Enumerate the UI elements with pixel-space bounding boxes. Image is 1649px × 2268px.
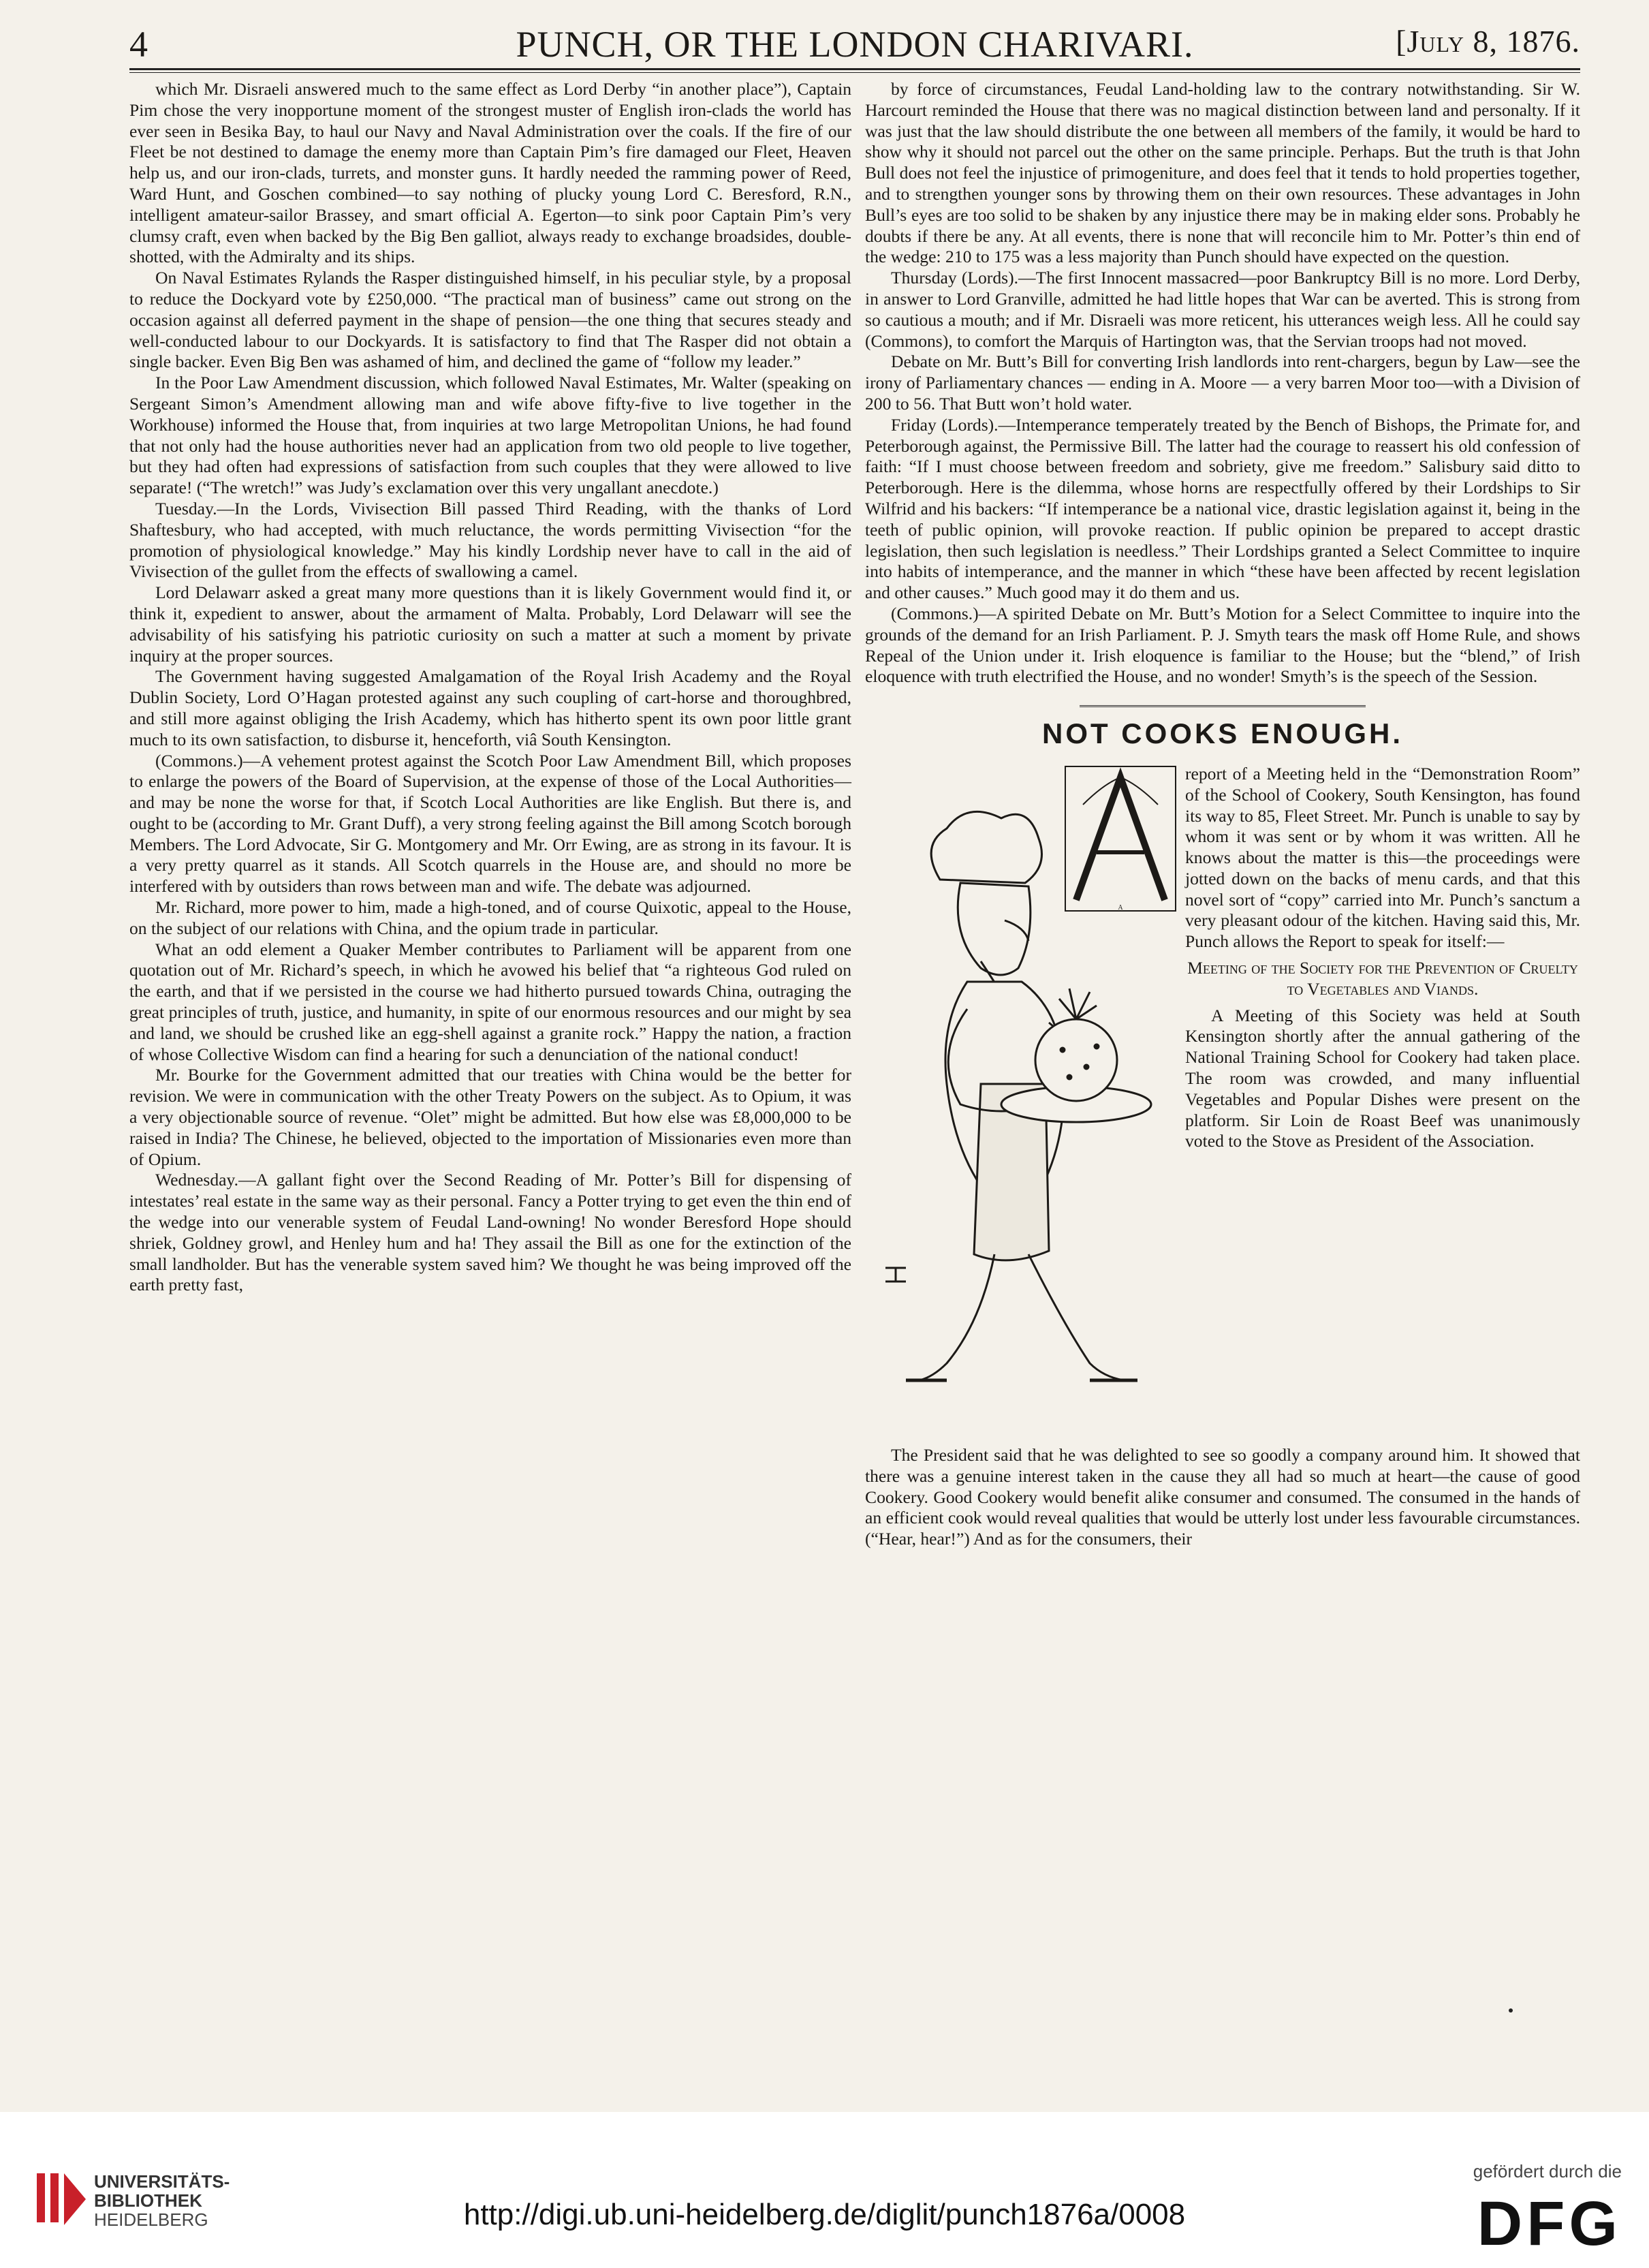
library-line: HEIDELBERG (94, 2209, 208, 2230)
library-line: UNIVERSITÄTS- (94, 2171, 230, 2192)
article-illustration-block (865, 764, 1580, 1445)
meeting-report: A Meeting of this Society was held at South Kensington shortly after the annual gathering of the National Training School for Cookery had taken place. The room was crowded, and many influential Vegetables and Popular Dishes were present on the platform. Sir Loin de Roast Beef was unanimously voted to the Stove as President of the Association. (1185, 1005, 1580, 1151)
article-headline: NOT COOKS ENOUGH. (1041, 717, 1404, 750)
paragraph: The Government having suggested Amalgamation of the Royal Irish Academy and the Royal Dublin Society, Lord O’Hagan protested against any such coupling of cart-horse and thoroughbred, and still more against obliging the Irish Academy, which has hitherto spent its own poor little grant much to its own satisfaction, to disburse it, henceforth, viâ South Kensington. (129, 666, 851, 749)
article-continuation: The President said that he was delighted to see so goodly a company around him. It showed that there was a genuine interest taken in the cause they all had so much at heart—the cause of good Cookery. Good Cookery would benefit alike consumer and consumed. The consumed in the hands of an efficient cook would reveal qualities that would be utterly lost under less favourable circumstances. (“Hear, hear!”) And as for the consumers, their (865, 1444, 1580, 1549)
page-number: 4 (129, 24, 148, 65)
paragraph: Tuesday.—In the Lords, Vivisection Bill passed Third Reading, with the thanks of Lord Shaftesbury, who had accepted, with much reluctance, the words permitting Vivisection “for the promotion of physiological knowledge.” May his kindly Lordship never have to call in the aid of Vivisection of the gullet from the effects of swallowing a camel. (129, 498, 851, 582)
header-rule-thin (129, 72, 1580, 73)
right-column (865, 79, 1580, 1550)
paragraph: (Commons.)—A vehement protest against the Scotch Poor Law Amendment Bill, which proposes to enlarge the powers of the Board of Supervision, at the expense of those of the Local Authorities—and may be none the worse for that, if Scotch Local Authorities are like English. But there is, and ought to be (according to Mr. Grant Duff), a very strong feeling against the Bill among Scotch borough Members. The Lord Advocate, Sir G. Montgomery and Mr. Orr Ewing, are as strong in its favour. It is a very pretty quarrel as it stands. All Scotch quarrels in the House are, and should no more be interfered with by outsiders than rows between man and wife. The debate was adjourned. (129, 750, 851, 897)
library-line: BIBLIOTHEK (94, 2190, 202, 2211)
ornamental-initial-letter (1063, 764, 1178, 914)
issue-date: [July 8, 1876. (1396, 24, 1580, 59)
paragraph: In the Poor Law Amendment discussion, which followed Naval Estimates, Mr. Walter (speaking on Sergeant Simon’s Amendment allowing man and wife above fifty-five to live together in the Workhouse) informed the House that, from inquiries at two large Metropolitan Unions, he had found that not only had the house authorities never had an application from two old people to live together, but they had often had expressions of satisfaction from such couples that they were allowed to live separate! (“The wretch!” was Judy’s exclamation over this very ungallant anecdote.) (129, 373, 851, 498)
paragraph: Thursday (Lords).—The first Innocent massacred—poor Bankruptcy Bill is no more. Lord Derby, in answer to Lord Granville, admitted he had little hopes that War can be averted. This is strong from so cautious a mouth; and if Mr. Disraeli was more reticent, his utterances weigh less. All he could say (Commons), to comfort the Marquis of Hartington was, that the Servian troops had not moved. (865, 268, 1580, 351)
ink-speck (1509, 2008, 1513, 2013)
initial-letter-text: A (1118, 903, 1123, 912)
paragraph: Mr. Richard, more power to him, made a high-toned, and of course Quixotic, appeal to the House, on the subject of our relations with China, and the opium trade in particular. (129, 897, 851, 938)
header-rule (129, 68, 1580, 70)
funding-caption: gefördert durch die (1473, 2161, 1622, 2181)
paragraph: What an odd element a Quaker Member contributes to Parliament will be apparent from one quotation out of Mr. Richard’s speech, in which he avowed his belief that “a righteous God ruled on the earth, and that if we persisted in the course we had hitherto pursued towards China, outraging the great principles of truth, justice, and humanity, in spite of our enormous resources and our might by sea and land, we should be crushed like an egg-shell against a granite rock.” Happy the nation, a fraction of whose Collective Wisdom can find a hearing for such a denunciation of the national conduct! (129, 939, 851, 1064)
paragraph: Wednesday.—A gallant fight over the Second Reading of Mr. Potter’s Bill for dispensing of intestates’ real estate in the same way as their personal. Fancy a Potter trying to get even the thin end of the wedge into our venerable system of Feudal Land-owning! No wonder Beresford Hope should shriek, Goldney growl, and Henley hum and ha! They assail the Bill as one for the extinction of the small landholder. But has the venerable system saved him? We thought he was being improved off the earth pretty fast, (129, 1170, 851, 1295)
left-column (129, 79, 851, 1296)
paragraph: by force of circumstances, Feudal Land-holding law to the contrary notwithstanding. Sir W. Harcourt reminded the House that there was no magical distinction between land and personalty. If it was just that the law should distribute the one between all members of the family, it would be hard to show why it should not parcel out the other on the same principle. Perhaps. But the truth is that John Bull does not feel the injustice of primogeniture, and does feel that it tends to hold properties together, and to strengthen younger sons by throwing them on their own resources. These advantages in John Bull’s eyes are too solid to be shaken by any injustice there may be in making elder sons. Probably he doubts if there be any. At all events, there is none that will reconcile him to Mr. Potter’s thin end of the wedge: 210 to 175 was a less majority than Punch should have expected on the question. (865, 79, 1580, 267)
article-intro: report of a Meeting held in the “Demonstration Room” of the School of Cookery, South Kensington, has found its way to 85, Fleet Street. Mr. Punch is unable to say by whom it was sent or by whom it was written. All he knows about the matter is this—the proceedings were jotted down on the backs of menu cards, and that this novel sort of “copy” carried into Mr. Punch’s sanctum a very pleasant odour of the kitchen. Having said this, Mr. Punch allows the Report to speak for itself:— (1185, 763, 1580, 952)
digitization-footer (0, 2112, 1649, 2268)
paragraph: Friday (Lords).—Intemperance temperately treated by the Bench of Bishops, the Primate for, and Peterborough against, the Permissive Bill. The latter had the courage to reassert his old confession of faith: “If I must choose between freedom and sobriety, give me freedom.” Salisbury said ditto to Peterborough. Here is the dilemma, whose horns are respectfully offered by their Lordships to Sir Wilfrid and his backers: “If intemperance be a national vice, drastic legislation against it, being in the teeth of public opinion, will provoke reaction. If public opinion be prepared to accept drastic legislation, then such legislation is needless.” Their Lordships granted a Select Committee to inquire into habits of intemperance, and the manner in which “these have been affected by recent legislation and other causes.” Much good may it do them and us. (865, 414, 1580, 603)
meeting-heading: Meeting of the Society for the Prevention of Cruelty to Vegetables and Viands. (1187, 958, 1578, 999)
article-intro-column (1185, 764, 1580, 1152)
dfg-logo: DFG (1477, 2189, 1622, 2258)
paragraph: Debate on Mr. Butt’s Bill for converting Irish landlords into rent-chargers, begun by Law—see the irony of Parliamentary chances — ending in A. Moore — a very barren Moor too—with a Division of 200 to 56. That Butt won’t hold water. (865, 352, 1580, 414)
paragraph: which Mr. Disraeli answered much to the same effect as Lord Derby “in another place”), Captain Pim chose the very inopportune moment of the strongest muster of English iron-clads the world has ever seen in Besika Bay, to haul our Navy and Naval Administration over the coals. If the fire of our Fleet be not destined to damage the enemy more than Captain Pim’s fire damaged our Fleet, Heaven help us, and our iron-clads, turrets, and monster guns. It hardly needed the ramming power of Reed, Ward Hunt, and Goschen combined—to say nothing of plucky young Lord C. Beresford, R.N., intelligent amateur-sailor Brassey, and smart official A. Egerton—to sink poor Captain Pim’s very clumsy craft, even when backed by the Big Ben galliot, always ready to exchange broadsides, double-shotted, with the Admiralty and its ships. (129, 79, 851, 267)
source-url-link[interactable]: http://digi.ub.uni-heidelberg.de/diglit/punch1876a/0008 (463, 2198, 1186, 2231)
paragraph: Lord Delawarr asked a great many more questions than it is likely Government would find it, or think it, expedient to answer, about the armament of Malta. Probably, Lord Delawarr will see the advisability of his satisfying his patriotic curiosity on such a matter at such a moment by private inquiry at the proper sources. (129, 582, 851, 666)
page-title: PUNCH, OR THE LONDON CHARIVARI. (516, 24, 1194, 65)
paragraph: Mr. Bourke for the Government admitted that our treaties with China would be the better for revision. We were in communication with the other Treaty Powers on the subject. As to Opium, it was a very objectionable source of revenue. “Olet” might be admitted. But how else was £8,000,000 to be raised in India? The Chinese, he believed, objected to the importation of Missionaries even more than of Opium. (129, 1065, 851, 1169)
section-divider (1080, 705, 1366, 710)
paragraph: On Naval Estimates Rylands the Rasper distinguished himself, in his peculiar style, by a proposal to reduce the Dockyard vote by £250,000. “The practical man of business” came out strong on the occasion against all deferred payment in the shape of pension—the one thing that secures steady and well-conducted labour to our Dockyards. It is satisfactory to find that The Rasper did not obtain a single backer. Even Big Ben was ashamed of him, and declined the game of “follow my leader.” (129, 268, 851, 372)
paragraph: (Commons.)—A spirited Debate on Mr. Butt’s Motion for a Select Committee to inquire into the grounds of the demand for an Irish Parliament. P. J. Smyth tears the mask off Home Rule, and shows Repeal of the Union under it. Irish eloquence is familiar to the House; but the “blend,” of Irish eloquence with truth electrified the House, and no wonder! Smyth’s is the speech of the Session. (865, 603, 1580, 687)
page-header (129, 15, 1580, 68)
